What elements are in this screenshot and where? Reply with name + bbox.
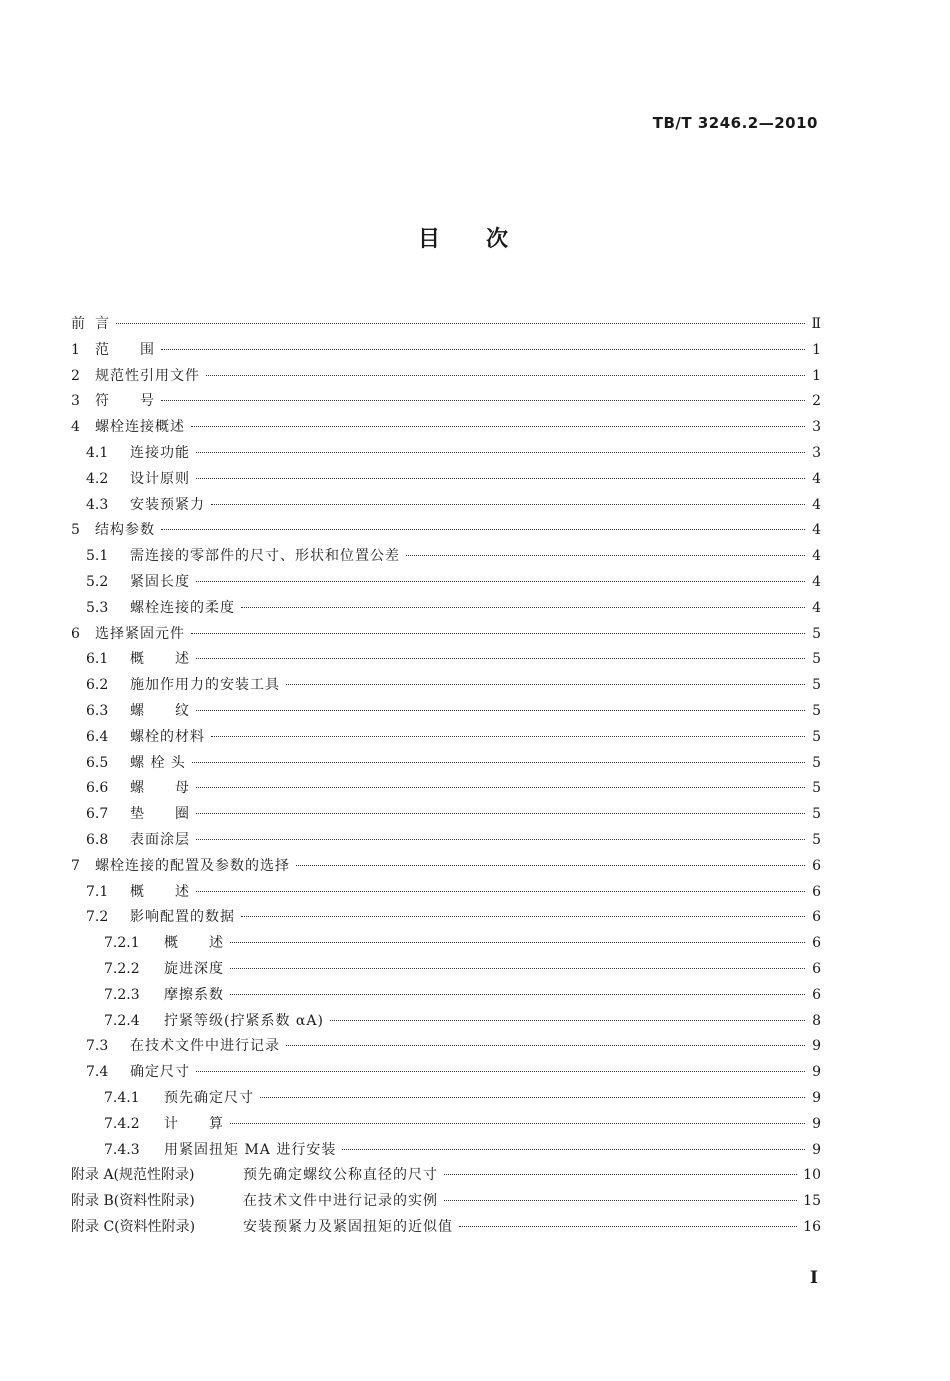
dot-leader — [196, 452, 805, 453]
toc-entry-page: 9 — [812, 1038, 821, 1055]
dot-leader — [161, 400, 805, 401]
toc-entry[interactable] — [71, 313, 821, 339]
toc-entry[interactable] — [71, 958, 821, 984]
toc-entry-title: 螺栓连接概述 — [95, 419, 185, 436]
toc-entry[interactable] — [71, 365, 821, 391]
toc-entry-title: 范 围 — [95, 341, 155, 358]
toc-entry-title: 安装预紧力 — [130, 496, 205, 513]
dot-leader — [459, 1226, 797, 1227]
toc-entry-number: 4 — [71, 419, 80, 436]
toc-entry-page: 8 — [812, 1012, 821, 1029]
toc-entry[interactable] — [71, 1061, 821, 1087]
toc-entry-page: 5 — [812, 806, 821, 823]
toc-entry[interactable] — [71, 855, 821, 881]
page-title: 目次 — [417, 227, 554, 252]
toc-entry-number: 5.3 — [86, 599, 109, 616]
toc-entry[interactable] — [71, 777, 821, 803]
toc-entry[interactable] — [71, 881, 821, 907]
toc-entry[interactable] — [71, 803, 821, 829]
toc-entry-page: 6 — [812, 909, 821, 926]
toc-entry-page: 5 — [812, 754, 821, 771]
toc-entry[interactable] — [71, 984, 821, 1010]
toc-entry-number: 附录 C(资料性附录) — [71, 1218, 196, 1235]
dot-leader — [444, 1174, 797, 1175]
table-of-contents — [71, 313, 821, 1242]
toc-entry-number: 附录 B(资料性附录) — [71, 1193, 195, 1210]
dot-leader — [444, 1200, 797, 1201]
toc-entry-number: 7.4.1 — [104, 1089, 140, 1106]
toc-entry-page: 4 — [812, 470, 821, 487]
toc-entry-page: 5 — [812, 728, 821, 745]
toc-entry-page: 9 — [812, 1115, 821, 1132]
toc-entry-title: 规范性引用文件 — [95, 367, 200, 384]
toc-entry-number: 7.4 — [86, 1064, 109, 1081]
dot-leader — [196, 813, 805, 814]
toc-entry-number: 7.2.4 — [104, 1012, 140, 1029]
toc-entry-title: 摩擦系数 — [164, 986, 224, 1003]
toc-entry-title: 螺 纹 — [130, 702, 190, 719]
toc-entry-title: 螺栓的材料 — [130, 728, 205, 745]
toc-entry[interactable] — [71, 1087, 821, 1113]
toc-entry-title: 选择紧固元件 — [95, 625, 185, 642]
toc-entry[interactable] — [71, 1164, 821, 1190]
toc-entry[interactable] — [71, 1113, 821, 1139]
toc-entry[interactable] — [71, 674, 821, 700]
toc-entry[interactable] — [71, 545, 821, 571]
toc-entry[interactable] — [71, 468, 821, 494]
toc-entry-page: 5 — [812, 677, 821, 694]
toc-entry-title: 螺 栓 头 — [130, 754, 186, 771]
toc-entry-page: 4 — [812, 573, 821, 590]
dot-leader — [161, 349, 805, 350]
toc-entry-number: 4.2 — [86, 470, 109, 487]
toc-entry-number: 7.2.2 — [104, 960, 140, 977]
dot-leader — [196, 478, 805, 479]
toc-entry[interactable] — [71, 700, 821, 726]
toc-entry-page: 5 — [812, 702, 821, 719]
toc-entry[interactable] — [71, 571, 821, 597]
toc-entry-title: 螺栓连接的配置及参数的选择 — [95, 857, 290, 874]
toc-entry[interactable] — [71, 519, 821, 545]
toc-entry-title: 概 述 — [130, 651, 190, 668]
dot-leader — [196, 787, 805, 788]
dot-leader — [230, 1123, 805, 1124]
toc-entry[interactable] — [71, 416, 821, 442]
toc-entry-title: 符 号 — [95, 393, 155, 410]
toc-entry-title: 旋进深度 — [164, 960, 224, 977]
dot-leader — [286, 684, 805, 685]
toc-entry-number: 附录 A(规范性附录) — [71, 1167, 195, 1184]
toc-entry-page: 6 — [812, 935, 821, 952]
toc-entry-page: 3 — [812, 444, 821, 461]
toc-entry-page: 5 — [812, 651, 821, 668]
toc-entry-title: 概 述 — [130, 883, 190, 900]
toc-entry-number: 1 — [71, 341, 80, 358]
dot-leader — [330, 1020, 805, 1021]
toc-entry-title: 结构参数 — [95, 522, 155, 539]
toc-entry-number: 6.3 — [86, 702, 109, 719]
toc-entry-title: 螺栓连接的柔度 — [130, 599, 235, 616]
toc-entry-number: 7 — [71, 857, 80, 874]
dot-leader — [211, 504, 805, 505]
toc-entry-page: 2 — [812, 393, 821, 410]
toc-entry-page: 10 — [803, 1167, 821, 1184]
dot-leader — [342, 1149, 805, 1150]
dot-leader — [206, 375, 805, 376]
toc-entry-number: 6.5 — [86, 754, 109, 771]
dot-leader — [211, 736, 805, 737]
toc-entry-page: 9 — [812, 1141, 821, 1158]
dot-leader — [191, 633, 805, 634]
dot-leader — [196, 1071, 805, 1072]
toc-entry[interactable] — [71, 597, 821, 623]
toc-entry[interactable] — [71, 1139, 821, 1165]
dot-leader — [260, 1097, 805, 1098]
toc-entry-page: 5 — [812, 831, 821, 848]
toc-entry[interactable] — [71, 648, 821, 674]
dot-leader — [241, 607, 805, 608]
dot-leader — [196, 839, 805, 840]
dot-leader — [241, 916, 805, 917]
toc-entry-number: 4.1 — [86, 444, 109, 461]
toc-entry[interactable] — [71, 932, 821, 958]
toc-entry-page: 6 — [812, 857, 821, 874]
toc-entry-page: 6 — [812, 960, 821, 977]
toc-entry-title: 在技术文件中进行记录的实例 — [243, 1193, 438, 1210]
dot-leader — [286, 1045, 805, 1046]
dot-leader — [230, 942, 805, 943]
toc-entry-title: 螺 母 — [130, 780, 190, 797]
dot-leader — [196, 581, 805, 582]
toc-entry[interactable] — [71, 390, 821, 416]
toc-entry[interactable] — [71, 339, 821, 365]
toc-entry-number: 7.1 — [86, 883, 109, 900]
toc-entry-number: 6.4 — [86, 728, 109, 745]
toc-entry-page: 1 — [812, 341, 821, 358]
toc-entry-page: 9 — [812, 1064, 821, 1081]
toc-entry-number: 4.3 — [86, 496, 109, 513]
toc-entry-page: 4 — [812, 496, 821, 513]
toc-entry[interactable] — [71, 906, 821, 932]
dot-leader — [296, 865, 805, 866]
toc-entry-number: 7.4.2 — [104, 1115, 140, 1132]
toc-entry-number: 7.2.3 — [104, 986, 140, 1003]
toc-entry-number: 3 — [71, 393, 80, 410]
toc-entry-title: 安装预紧力及紧固扭矩的近似值 — [243, 1218, 453, 1235]
toc-entry-title: 确定尺寸 — [130, 1064, 190, 1081]
toc-entry-title: 预先确定尺寸 — [164, 1089, 254, 1106]
toc-entry[interactable] — [71, 494, 821, 520]
toc-entry-page: 5 — [812, 625, 821, 642]
toc-entry-title: 垫 圈 — [130, 806, 190, 823]
toc-entry-number: 7.2.1 — [104, 935, 140, 952]
dot-leader — [192, 762, 805, 763]
toc-entry-number: 7.3 — [86, 1038, 109, 1055]
toc-entry-page: 6 — [812, 986, 821, 1003]
dot-leader — [196, 891, 805, 892]
toc-entry-page: 4 — [812, 522, 821, 539]
toc-entry-number: 6.2 — [86, 677, 109, 694]
toc-entry-page: 3 — [812, 419, 821, 436]
toc-entry-title: 计 算 — [164, 1115, 224, 1132]
toc-entry-title: 影响配置的数据 — [130, 909, 235, 926]
toc-entry-page: 4 — [812, 548, 821, 565]
toc-entry[interactable] — [71, 1035, 821, 1061]
toc-entry-title: 在技术文件中进行记录 — [130, 1038, 280, 1055]
toc-entry-number: 6.1 — [86, 651, 109, 668]
toc-entry[interactable] — [71, 1010, 821, 1036]
dot-leader — [196, 658, 805, 659]
dot-leader — [191, 426, 805, 427]
toc-entry-title: 言 — [95, 316, 110, 332]
dot-leader — [196, 710, 805, 711]
toc-entry[interactable] — [71, 726, 821, 752]
page-number: Ⅰ — [810, 1268, 818, 1288]
toc-entry-page: 1 — [812, 367, 821, 384]
toc-entry-number: 6.7 — [86, 806, 109, 823]
dot-leader — [161, 529, 805, 530]
dot-leader — [230, 968, 805, 969]
toc-entry-number: 5 — [71, 522, 80, 539]
toc-entry-number: 6.6 — [86, 780, 109, 797]
toc-entry[interactable] — [71, 1190, 821, 1216]
toc-entry[interactable] — [71, 442, 821, 468]
document-id: TB/T 3246.2—2010 — [652, 114, 818, 132]
dot-leader — [116, 323, 805, 324]
toc-entry[interactable] — [71, 623, 821, 649]
toc-entry-number: 前 — [71, 316, 85, 332]
toc-entry-page: 15 — [803, 1193, 821, 1210]
toc-entry-number: 5.1 — [86, 548, 109, 565]
toc-entry-title: 设计原则 — [130, 470, 190, 487]
dot-leader — [230, 994, 805, 995]
toc-entry-number: 6 — [71, 625, 80, 642]
toc-entry-number: 7.4.3 — [104, 1141, 140, 1158]
dot-leader — [406, 555, 805, 556]
toc-entry-page: 9 — [812, 1089, 821, 1106]
toc-entry-title: 需连接的零部件的尺寸、形状和位置公差 — [130, 548, 400, 565]
toc-entry-title: 表面涂层 — [130, 831, 190, 848]
toc-entry-number: 7.2 — [86, 909, 109, 926]
toc-entry-page: 6 — [812, 883, 821, 900]
toc-entry-number: 6.8 — [86, 831, 109, 848]
toc-entry-title: 用紧固扭矩 MA 进行安装 — [164, 1141, 337, 1158]
toc-entry[interactable] — [71, 752, 821, 778]
toc-entry-title: 紧固长度 — [130, 573, 190, 590]
toc-entry-title: 预先确定螺纹公称直径的尺寸 — [243, 1167, 438, 1184]
toc-entry-page: Ⅱ — [811, 316, 821, 332]
toc-entry[interactable] — [71, 829, 821, 855]
toc-entry-page: 16 — [803, 1218, 821, 1235]
toc-entry-number: 5.2 — [86, 573, 109, 590]
toc-entry-title: 概 述 — [164, 935, 224, 952]
toc-entry-page: 5 — [812, 780, 821, 797]
toc-entry-number: 2 — [71, 367, 80, 384]
toc-entry-page: 4 — [812, 599, 821, 616]
toc-entry-title: 拧紧等级(拧紧系数 αA) — [164, 1012, 324, 1029]
toc-entry-title: 连接功能 — [130, 444, 190, 461]
toc-entry-title: 施加作用力的安装工具 — [130, 677, 280, 694]
toc-entry[interactable] — [71, 1216, 821, 1242]
